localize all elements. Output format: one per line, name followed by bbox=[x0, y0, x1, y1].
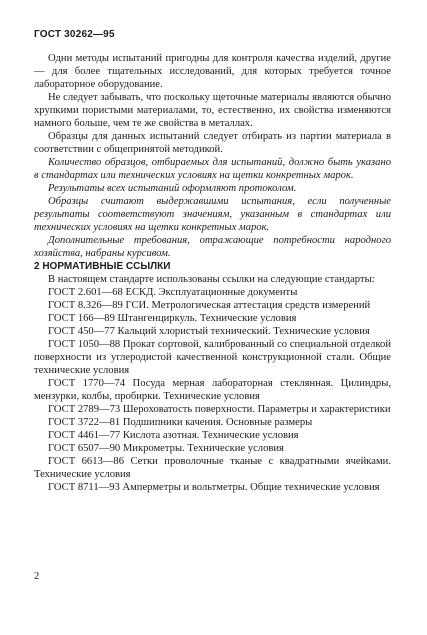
reference-item: ГОСТ 8.326—89 ГСИ. Метрологическая аттестация средств измерений bbox=[48, 300, 371, 311]
page-number: 2 bbox=[34, 571, 40, 582]
reference-item: ГОСТ 4461—77 Кислота азотная. Технические условия bbox=[48, 430, 299, 441]
references-list bbox=[34, 286, 391, 494]
document-body bbox=[34, 52, 391, 494]
intro-paragraph: Образцы для данных испытаний следует отбирать из партии материала в соответствии с общепринятой методикой. bbox=[34, 131, 391, 155]
intro-paragraph: Не следует забывать, что поскольку щеточные материалы являются обычно хрупкими пористыми материалами, то, естественно, их свойства изменяются намного больше, чем те же свойства в металлах. bbox=[34, 92, 391, 129]
intro-paragraph: Образцы считают выдержавшими испытания, если полученные результаты соответствуют значениям, указанным в стандартах или технических условиях на щетки конкретных марок. bbox=[34, 196, 391, 233]
reference-item: ГОСТ 166—89 Штангенциркуль. Технические условия bbox=[48, 313, 297, 324]
document-header: ГОСТ 30262—95 bbox=[34, 29, 115, 40]
reference-item: ГОСТ 6613—86 Сетки проволочные тканые с квадратными ячейками. Технические условия bbox=[34, 456, 391, 480]
intro-paragraph: Результаты всех испытаний оформляют протоколом. bbox=[48, 183, 297, 194]
reference-item: ГОСТ 2.601—68 ЕСКД. Эксплуатационные документы bbox=[48, 287, 298, 298]
reference-item: ГОСТ 6507—90 Микрометры. Технические условия bbox=[48, 443, 284, 454]
reference-item: ГОСТ 3722—81 Подшипники качения. Основные размеры bbox=[48, 417, 313, 428]
references-intro: В настоящем стандарте использованы ссылки на следующие стандарты: bbox=[48, 274, 375, 285]
intro-paragraph: Количество образцов, отбираемых для испытаний, должно быть указано в стандартах или технических условиях на щетки конкретных марок. bbox=[34, 157, 391, 181]
reference-item: ГОСТ 1050—88 Прокат сортовой, калиброванный со специальной отделкой поверхности из углеродистой качественной конструкционной стали. Общие технические условия bbox=[34, 339, 391, 376]
reference-item: ГОСТ 450—77 Кальций хлористый технический. Технические условия bbox=[48, 326, 370, 337]
reference-item: ГОСТ 8711—93 Амперметры и вольтметры. Общие технические условия bbox=[48, 482, 380, 493]
intro-paragraph: Дополнительные требования, отражающие потребности народного хозяйства, набраны курсивом. bbox=[34, 235, 391, 259]
intro-section bbox=[34, 52, 391, 260]
reference-item: ГОСТ 2789—73 Шероховатость поверхности. Параметры и характеристики bbox=[48, 404, 391, 415]
intro-paragraph: Одни методы испытаний пригодны для контроля качества изделий, другие — для более тщательных исследований, для которых требуется точное лабораторное оборудование. bbox=[34, 53, 391, 90]
section-title: 2 НОРМАТИВНЫЕ ССЫЛКИ bbox=[34, 261, 171, 272]
reference-item: ГОСТ 1770—74 Посуда мерная лабораторная стеклянная. Цилиндры, мензурки, колбы, пробирки. Технические условия bbox=[34, 378, 391, 402]
